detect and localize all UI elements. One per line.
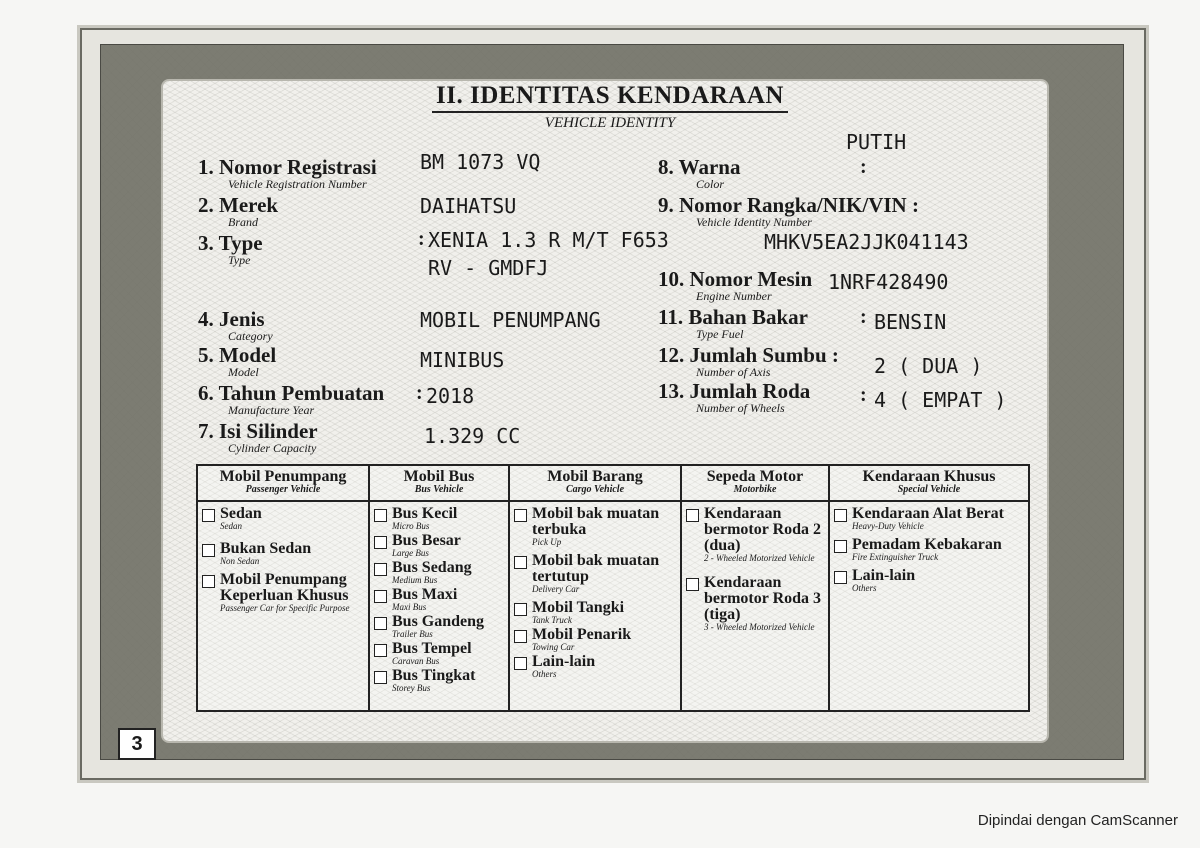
colon: : (860, 156, 867, 178)
section-title-main: II. IDENTITAS KENDARAAN (432, 82, 788, 113)
header-motorbike: Sepeda Motor Motorbike (681, 465, 829, 501)
vehicle-category-table (196, 464, 1030, 712)
field-cylinder-capacity (198, 420, 318, 454)
field-label-en: Type (228, 253, 251, 267)
checkbox-icon[interactable] (374, 671, 387, 684)
value-color: PUTIH (846, 130, 907, 154)
field-label: 5. Model (198, 343, 277, 367)
field-fuel-type (658, 306, 808, 340)
field-label-en: Model (228, 365, 259, 379)
value-number-of-axis: 2 ( DUA ) (874, 354, 983, 378)
value-number-of-wheels: 4 ( EMPAT ) (874, 388, 1007, 412)
checkbox-icon[interactable] (374, 536, 387, 549)
field-label: 4. Jenis (198, 307, 265, 331)
option-pick-up[interactable]: Mobil bak muatan terbuka Pick Up (514, 506, 676, 547)
field-label-en: Type Fuel (696, 327, 744, 341)
checkbox-icon[interactable] (686, 509, 699, 522)
value-manufacture-year: 2018 (426, 384, 475, 408)
value-engine-number: 1NRF428490 (828, 270, 949, 294)
checkbox-icon[interactable] (686, 578, 699, 591)
field-number-of-axis (658, 344, 839, 378)
column-passenger-vehicle (197, 501, 369, 711)
field-label: 1. Nomor Registrasi (198, 155, 377, 179)
option-sedan[interactable]: Sedan Sedan (202, 506, 364, 531)
field-label: 3. Type (198, 231, 263, 255)
option-storey-bus[interactable]: Bus Tingkat Storey Bus (374, 668, 504, 693)
option-trailer-bus[interactable]: Bus Gandeng Trailer Bus (374, 614, 504, 639)
field-label: 7. Isi Silinder (198, 419, 318, 443)
field-label-en: Manufacture Year (228, 403, 315, 417)
field-label: 12. Jumlah Sumbu : (658, 343, 839, 367)
value-brand: DAIHATSU (420, 194, 517, 218)
field-label-en: Engine Number (696, 289, 772, 303)
field-label: 8. Warna (658, 155, 741, 179)
option-maxi-bus[interactable]: Bus Maxi Maxi Bus (374, 587, 504, 612)
option-special-others[interactable]: Lain-lain Others (834, 568, 1024, 593)
checkbox-icon[interactable] (514, 630, 527, 643)
header-cargo-vehicle: Mobil Barang Cargo Vehicle (509, 465, 681, 501)
header-special-vehicle: Kendaraan Khusus Special Vehicle (829, 465, 1029, 501)
field-model (198, 344, 276, 378)
checkbox-icon[interactable] (202, 544, 215, 557)
checkbox-icon[interactable] (202, 509, 215, 522)
option-towing-car[interactable]: Mobil Penarik Towing Car (514, 627, 676, 652)
checkbox-icon[interactable] (202, 575, 215, 588)
value-type: XENIA 1.3 R M/T F653 (428, 228, 669, 252)
value-fuel-type: BENSIN (874, 310, 947, 334)
field-label-en: Cylinder Capacity (228, 441, 317, 455)
field-label: 10. Nomor Mesin (658, 267, 813, 291)
option-non-sedan[interactable]: Bukan Sedan Non Sedan (202, 541, 364, 566)
column-cargo-vehicle (509, 501, 681, 711)
column-bus-vehicle (369, 501, 509, 711)
field-color (658, 156, 740, 190)
checkbox-icon[interactable] (834, 540, 847, 553)
checkbox-icon[interactable] (514, 509, 527, 522)
colon: : (860, 306, 867, 328)
colon: : (416, 382, 423, 404)
column-special-vehicle (829, 501, 1029, 711)
field-label-en: Vehicle Registration Number (228, 177, 367, 191)
option-two-wheeled[interactable]: Kendaraan bermotor Roda 2 (dua) 2 - Wheeled Motorized Vehicle (686, 506, 824, 563)
field-label: 6. Tahun Pembuatan (198, 381, 385, 405)
checkbox-icon[interactable] (374, 617, 387, 630)
colon: : (860, 384, 867, 406)
checkbox-icon[interactable] (834, 509, 847, 522)
option-special-purpose-car[interactable]: Mobil Penumpang Keperluan Khusus Passenger Car for Specific Purpose (202, 572, 364, 613)
field-type (198, 232, 263, 266)
field-number-of-wheels (658, 380, 810, 414)
value-type-line2: RV - GMDFJ (428, 256, 549, 280)
field-manufacture-year (198, 382, 384, 416)
field-category (198, 308, 273, 342)
field-brand (198, 194, 278, 228)
field-label-en: Brand (228, 215, 258, 229)
option-large-bus[interactable]: Bus Besar Large Bus (374, 533, 504, 558)
field-label: 9. Nomor Rangka/NIK/VIN : (658, 193, 919, 217)
option-heavy-duty[interactable]: Kendaraan Alat Berat Heavy-Duty Vehicle (834, 506, 1024, 531)
column-motorbike (681, 501, 829, 711)
checkbox-icon[interactable] (834, 571, 847, 584)
colon: : (418, 228, 425, 250)
option-three-wheeled[interactable]: Kendaraan bermotor Roda 3 (tiga) 3 - Wheeled Motorized Vehicle (686, 575, 824, 632)
field-engine-number (658, 268, 812, 302)
option-tank-truck[interactable]: Mobil Tangki Tank Truck (514, 600, 676, 625)
value-model: MINIBUS (420, 348, 505, 372)
option-fire-truck[interactable]: Pemadam Kebakaran Fire Extinguisher Truck (834, 537, 1024, 562)
option-micro-bus[interactable]: Bus Kecil Micro Bus (374, 506, 504, 531)
option-caravan-bus[interactable]: Bus Tempel Caravan Bus (374, 641, 504, 666)
field-label-en: Color (696, 177, 725, 191)
field-label: 2. Merek (198, 193, 279, 217)
checkbox-icon[interactable] (374, 590, 387, 603)
field-label-en: Number of Wheels (696, 401, 785, 415)
value-category: MOBIL PENUMPANG (420, 308, 601, 332)
field-vin (658, 194, 919, 228)
checkbox-icon[interactable] (514, 657, 527, 670)
value-vin: MHKV5EA2JJK041143 (764, 230, 969, 254)
field-label: 11. Bahan Bakar (658, 305, 808, 329)
option-medium-bus[interactable]: Bus Sedang Medium Bus (374, 560, 504, 585)
field-label-en: Vehicle Identity Number (696, 215, 812, 229)
value-cylinder-capacity: 1.329 CC (424, 424, 521, 448)
field-label-en: Number of Axis (696, 365, 771, 379)
checkbox-icon[interactable] (514, 556, 527, 569)
field-registration-number (198, 156, 377, 190)
checkbox-icon[interactable] (374, 644, 387, 657)
section-title (390, 82, 830, 132)
section-title-sub: VEHICLE IDENTITY (544, 115, 676, 131)
field-label-en: Category (228, 329, 273, 343)
checkbox-icon[interactable] (374, 509, 387, 522)
value-registration-number: BM 1073 VQ (420, 150, 541, 174)
page-number: 3 (118, 728, 156, 760)
scanner-footer: Dipindai dengan CamScanner (977, 812, 1178, 829)
checkbox-icon[interactable] (514, 603, 527, 616)
option-cargo-others[interactable]: Lain-lain Others (514, 654, 676, 679)
header-passenger-vehicle: Mobil Penumpang Passenger Vehicle (197, 465, 369, 501)
field-label: 13. Jumlah Roda (658, 379, 811, 403)
header-bus-vehicle: Mobil Bus Bus Vehicle (369, 465, 509, 501)
checkbox-icon[interactable] (374, 563, 387, 576)
option-delivery-car[interactable]: Mobil bak muatan tertutup Delivery Car (514, 553, 676, 594)
